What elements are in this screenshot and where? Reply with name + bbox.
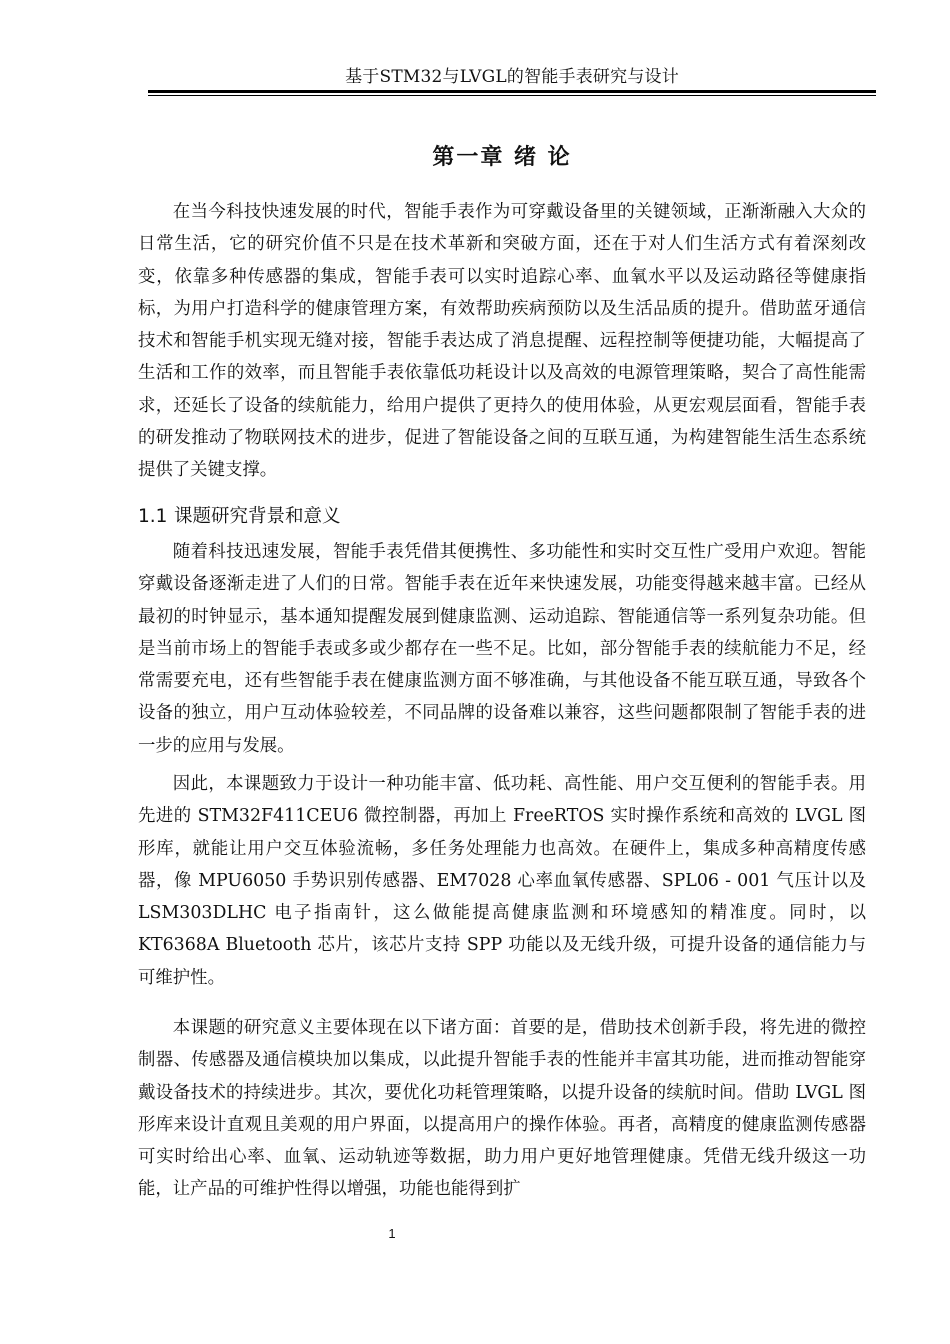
design-paragraph: 因此，本课题致力于设计一种功能丰富、低功耗、高性能、用户交互便利的智能手表。用先进的 STM32F411CEU6 微控制器，再加上 FreeRTOS 实时操作系统和高效的 LVGL 图形库，就能让用户交互体验流畅，多任务处理能力也高效。在硬件上，集成多种高精度传感器，像 MPU6050 手势识别传感器、EM7028 心率血氧传感器、SPL06 - 001 气压计以及 LSM303DLHC 电子指南针，这么做能提高健康监测和环境感知的精准度。同时，以 KT6368A Bluetooth 芯片，该芯片支持 SPP 功能以及无线升级，可提升设备的通信能力与可维护性。 <box>138 774 866 988</box>
significance-paragraph: 本课题的研究意义主要体现在以下诸方面：首要的是，借助技术创新手段，将先进的微控制器、传感器及通信模块加以集成，以此提升智能手表的性能并丰富其功能，进而推动智能穿戴设备技术的持续进步。其次，要优化功耗管理策略，以提升设备的续航时间。借助 LVGL 图形库来设计直观且美观的用户界面，以提高用户的操作体验。再者，高精度的健康监测传感器可实时给出心率、血氧、运动轨迹等数据，助力用户更好地管理健康。凭借无线升级这一功能，让产品的可维护性得以增强，功能也能得到扩 <box>138 1018 866 1200</box>
background-paragraph: 随着科技迅速发展，智能手表凭借其便携性、多功能性和实时交互性广受用户欢迎。智能穿戴设备逐渐走进了人们的日常。智能手表在近年来快速发展，功能变得越来越丰富。已经从最初的时钟显示，基本通知提醒发展到健康监测、运动追踪、智能通信等一系列复杂功能。但是当前市场上的智能手表或多或少都存在一些不足。比如，部分智能手表的续航能力不足，经常需要充电，还有些智能手表在健康监测方面不够准确，与其他设备不能互联互通，导致各个设备的独立，用户互动体验较差，不同品牌的设备难以兼容，这些问题都限制了智能手表的进一步的应用与发展。 <box>138 542 866 756</box>
header-rule-thin <box>148 95 876 96</box>
header-rule-thick <box>148 90 876 93</box>
section-title: 课题研究背景和意义 <box>174 506 341 527</box>
running-header: 基于STM32与LVGL的智能手表研究与设计 <box>345 67 679 87</box>
page-number: 1 <box>388 1226 396 1241</box>
intro-paragraph: 在当今科技快速发展的时代，智能手表作为可穿戴设备里的关键领域，正渐渐融入大众的日常生活，它的研究价值不只是在技术革新和突破方面，还在于对人们生活方式有着深刻改变，依靠多种传感器的集成，智能手表可以实时追踪心率、血氧水平以及运动路径等健康指标，为用户打造科学的健康管理方案，有效帮助疾病预防以及生活品质的提升。借助蓝牙通信技术和智能手机实现无缝对接，智能手表达成了消息提醒、远程控制等便捷功能，大幅提高了生活和工作的效率，而且智能手表依靠低功耗设计以及高效的电源管理策略，契合了高性能需求，还延长了设备的续航能力，给用户提供了更持久的使用体验，从更宏观层面看，智能手表的研发推动了物联网技术的进步，促进了智能设备之间的互联互通，为构建智能生活生态系统提供了关键支撑。 <box>138 202 866 481</box>
chapter-title: 第一章 绪 论 <box>432 145 572 170</box>
section-number: 1.1 <box>138 506 168 527</box>
section-heading <box>138 502 341 532</box>
